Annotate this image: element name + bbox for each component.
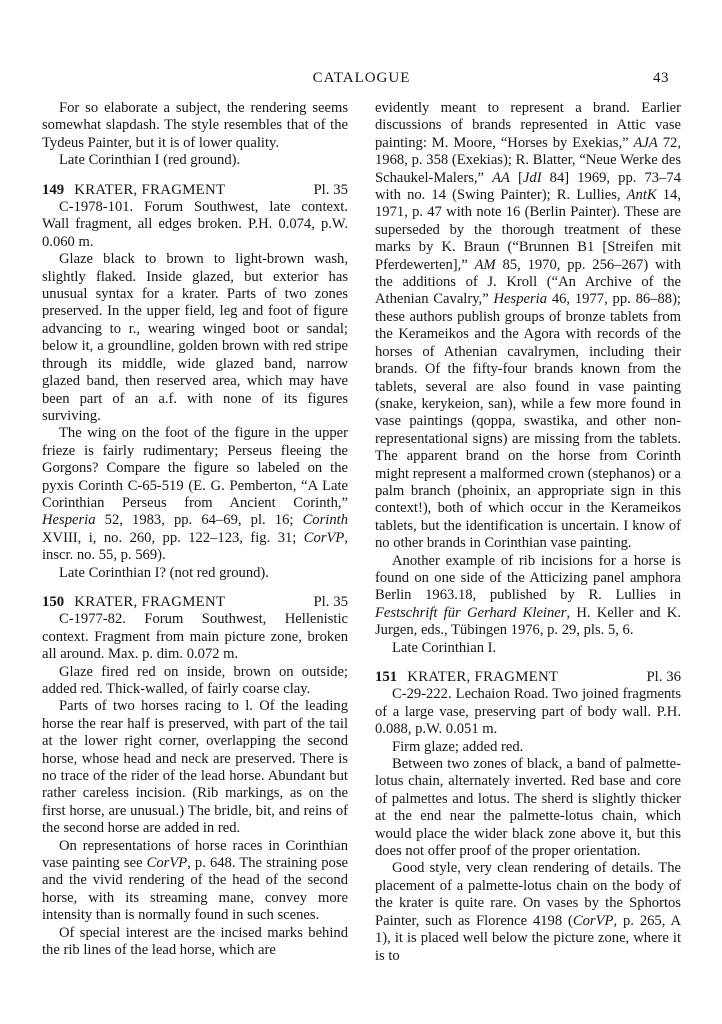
entry-number: 149 — [42, 181, 65, 198]
text-run: , p. 648. The straining pose and the vivid rendering of the head of the second horse, with its streaming mane, convey more intensity than is normally found in such scenes. — [42, 855, 349, 924]
paragraph — [42, 664, 348, 699]
paragraph — [375, 686, 681, 738]
column-right — [375, 100, 681, 965]
paragraph — [375, 756, 681, 860]
text-run: 14, 1971, p. 47 with note 16 (Berlin Painter). These are superseded by the thorough treatment of these marks by K. Braun (“Brunnen B1 [Streifen mit Pferdewerten],” — [375, 187, 681, 273]
paragraph — [375, 640, 681, 657]
entry-title: KRATER, FRAGMENT — [74, 593, 226, 610]
text-run: XVIII, i, no. 260, pp. 122–123, fig. 31; — [42, 529, 304, 546]
running-head — [42, 70, 681, 88]
text-run: 85, 1970, pp. 256–267) with the additions of J. Kroll (“An Archive of the Athenian Cavalry,” — [375, 256, 681, 308]
text-run: Good style, very clean rendering of details. The placement of a palmette-lotus chain on the body of the krater is quite rare. On vases by the Sphortos Painter, such as Florence 4198 ( — [375, 860, 681, 929]
entry-plate-ref: Pl. 35 — [313, 593, 348, 610]
italic-citation: Hesperia — [42, 512, 96, 529]
paragraph — [375, 100, 681, 553]
italic-citation: CorVP — [303, 529, 345, 546]
entry-title: KRATER, FRAGMENT — [407, 669, 559, 685]
italic-citation: AM — [474, 256, 496, 273]
entry-heading — [375, 669, 681, 686]
text-run: Firm glaze; added red. — [392, 738, 524, 755]
italic-citation: AJA — [633, 134, 658, 151]
text-run: For so elaborate a subject, the rendering seems somewhat slapdash. The style resembles that of the Tydeus Painter, but it is of lower quality. — [42, 100, 348, 151]
paragraph — [42, 425, 348, 564]
paragraph — [42, 199, 348, 251]
entry-heading — [42, 182, 348, 199]
entry-number: 150 — [42, 593, 65, 610]
text-run: Parts of two horses racing to l. Of the leading horse the rear half is preserved, with part of the tail at the lower right corner, overlapping the second horse, whose head and neck are preserved. There is no trace of the rider of the lead horse. Abundant but rather careless incision. (Rib markings, as on the first horse, are unusual.) The bridle, bit, and reins of the second horse are added in red. — [42, 698, 348, 837]
column-left — [42, 100, 348, 960]
entry-heading-lead — [42, 594, 225, 611]
paragraph — [42, 251, 348, 425]
italic-citation: CorVP — [572, 912, 614, 929]
paragraph — [375, 860, 681, 964]
text-run: C-1978-101. Forum Southwest, late context. Wall fragment, all edges broken. P.H. 0.074, p.W. 0.060 m. — [42, 199, 348, 250]
text-run: evidently meant to represent a brand. Earlier discussions of brands represented in Attic vase painting: M. Moore, “Horses by Exekias,” — [375, 100, 681, 151]
entry-heading-lead — [375, 669, 558, 686]
text-run: 72, 1968, p. 358 (Exekias); R. Blatter, “Neue Werke des Schaukel-Malers,” — [375, 134, 681, 186]
italic-citation: JdI — [522, 169, 542, 186]
entry-heading — [42, 594, 348, 611]
paragraph — [42, 100, 348, 152]
text-run: [ — [509, 169, 523, 186]
text-run: Glaze black to brown to light-brown wash, slightly flaked. Inside glazed, but exterior has unusual syntax for a krater. Parts of two zones preserved. In the upper field, leg and foot of figure advancing to r., wearing winged boot or sandal; below it, a groundline, golden brown with red stripe through its middle, wide glazed band, narrow glazed band, then reserved area, which may have been part of an a.f. with none of its figures surviving. — [42, 251, 348, 424]
text-run: The wing on the foot of the figure in the upper frieze is fairly rudimentary; Perseus fleeing the Gorgons? Compare the figure so labeled on the pyxis Corinth C-65-519 (E. G. Pemberton, “A Late Corinthian Perseus from Ancient Corinth,” — [42, 425, 348, 511]
text-run: Another example of rib incisions for a horse is found on one side of the Atticizing panel amphora Berlin 1963.18, published by R. Lullies in — [375, 552, 681, 604]
paragraph — [375, 553, 681, 640]
italic-citation: Corinth — [302, 512, 348, 529]
text-run: C-1977-82. Forum Southwest, Hellenistic context. Fragment from main picture zone, broken all around. Max. p. dim. 0.072 m. — [42, 611, 348, 663]
text-run: On representations of horse races in Corinthian vase painting see — [42, 837, 348, 872]
italic-citation: Festschrift für Gerhard Kleiner — [375, 604, 567, 621]
paragraph — [375, 739, 681, 756]
page-title: CATALOGUE — [312, 70, 411, 86]
entry-number: 151 — [375, 669, 398, 685]
text-run: 84] 1969, pp. 73–74 with no. 14 (Swing Painter); R. Lullies, — [375, 169, 681, 204]
italic-citation: AA — [492, 169, 510, 186]
text-run: Late Corinthian I. — [392, 639, 497, 656]
text-run: , inscr. no. 55, p. 569). — [42, 529, 348, 564]
entry-plate-ref: Pl. 36 — [646, 669, 681, 685]
paragraph — [42, 698, 348, 837]
text-run: , p. 265, A 1), it is placed well below the picture zone, where it is to — [375, 912, 682, 964]
italic-citation: CorVP — [146, 855, 188, 872]
paragraph — [42, 838, 348, 925]
paragraph — [42, 152, 348, 169]
text-run: 46, 1977, pp. 86–88); these authors publish groups of bronze tablets from the Kerameikos and the Agora with records of the horses of Athenian cavalrymen, including their brands. Of the fifty-four brands known from the tablets, several are also found in vase painting (snake, kerykeion, san), while a few more found in vase paintings (qoppa, swastika, and other non-representational signs) are missing from the tablets. The apparent brand on the horse from Corinth might represent a malformed crown (stephanos) or a palm branch (phoinix, an appropriate sign in this context!), both of which occur in the Kerameikos tablets, but the identification is uncertain. I know of no other brands in Corinthian vase painting. — [375, 291, 681, 552]
text-run: Of special interest are the incised marks behind the rib lines of the lead horse, which are — [42, 924, 348, 959]
text-run: Between two zones of black, a band of palmette-lotus chain, alternately inverted. Red base and core of palmettes and lotus. The sherd is slightly thicker at the end near the palmette-lotus chain, which would place the wider black zone above it, but this does not offer proof of the proper orientation. — [375, 756, 681, 860]
paragraph — [42, 565, 348, 582]
text-run: 52, 1983, pp. 64–69, pl. 16; — [95, 512, 303, 529]
paragraph — [42, 611, 348, 663]
paragraph — [42, 925, 348, 960]
text-run: Late Corinthian I? (not red ground). — [59, 564, 269, 581]
entry-plate-ref: Pl. 35 — [313, 181, 348, 198]
text-columns — [42, 100, 681, 965]
italic-citation: Hesperia — [493, 291, 548, 308]
page-number: 43 — [653, 70, 669, 86]
text-run: Late Corinthian I (red ground). — [59, 152, 241, 169]
text-run: C-29-222. Lechaion Road. Two joined fragments of a large vase, preserving part of body wall. P.H. 0.088, p.W. 0.051 m. — [375, 686, 681, 738]
text-run: Glaze fired red on inside, brown on outside; added red. Thick-walled, of fairly coarse clay. — [42, 663, 348, 697]
italic-citation: AntK — [626, 187, 657, 204]
entry-heading-lead — [42, 182, 225, 199]
text-run: , H. Keller and K. Jurgen, eds., Tübingen 1976, p. 29, pls. 5, 6. — [375, 604, 681, 639]
entry-title: KRATER, FRAGMENT — [74, 181, 226, 198]
